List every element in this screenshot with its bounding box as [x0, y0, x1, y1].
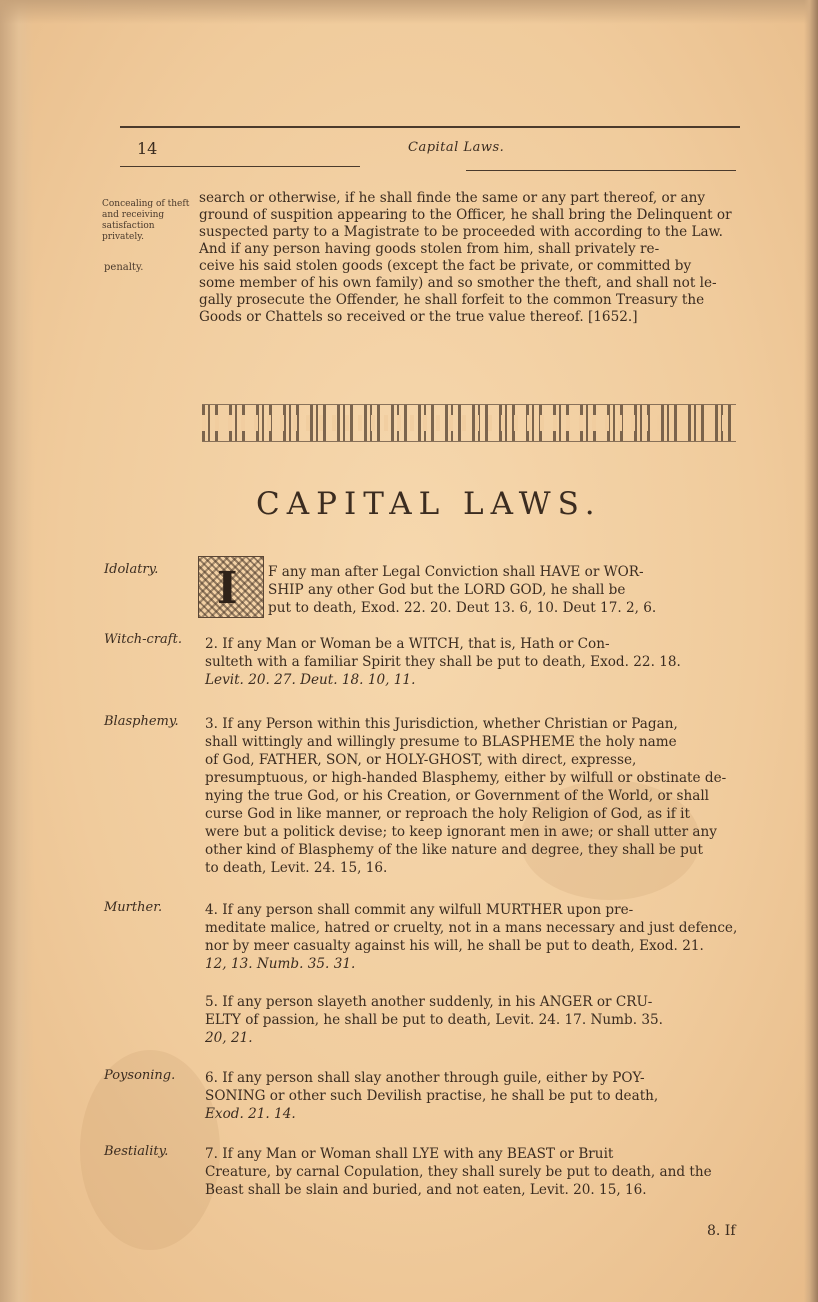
law-line: 6. If any person shall slay another through guile, either by POY- — [205, 1070, 645, 1086]
text-line: And if any person having goods stolen from him, shall privately re- — [199, 241, 660, 257]
law-line: nying the true God, or his Creation, or Government of the World, or shall — [205, 788, 710, 804]
text-line: ceive his said stolen goods (except the fact be private, or committed by — [199, 258, 692, 274]
law-line: meditate malice, hatred or cruelty, not in a mans necessary and just defence, — [205, 920, 738, 936]
header-rule-bottom-right — [466, 170, 736, 171]
law-line: 20, 21. — [205, 1030, 253, 1046]
law-line: other kind of Blasphemy of the like nature and degree, they shall be put — [205, 842, 703, 858]
law-line: 12, 13. Numb. 35. 31. — [205, 956, 356, 972]
dropcap-letter: I — [217, 563, 238, 614]
law-line: were but a politick devise; to keep ignorant men in awe; or shall utter any — [205, 824, 717, 840]
margin-heading-murther: Murther. — [104, 900, 163, 915]
page-number: 14 — [137, 139, 158, 158]
page-right-edge — [804, 0, 818, 1302]
margin-note-penalty: penalty. — [104, 262, 144, 273]
law-line: Creature, by carnal Copulation, they shall surely be put to death, and the — [205, 1164, 712, 1180]
catchword: 8. If — [707, 1223, 736, 1239]
text-line: search or otherwise, if he shall finde the same or any part thereof, or any — [199, 190, 706, 206]
ornament-pattern — [202, 415, 736, 431]
page-top-edge — [0, 0, 818, 24]
law-line: ELTY of passion, he shall be put to death, Levit. 24. 17. Numb. 35. — [205, 1012, 663, 1028]
law-line: SHIP any other God but the LORD GOD, he shall be — [268, 582, 626, 598]
ornamental-border — [202, 404, 736, 442]
text-line: ground of suspition appearing to the Officer, he shall bring the Delinquent or — [199, 207, 732, 223]
law-line: 2. If any Man or Woman be a WITCH, that is, Hath or Con- — [205, 636, 610, 652]
margin-note-concealing: Concealing of theft and receiving satisfaction privately. — [102, 199, 190, 242]
law-line: to death, Levit. 24. 15, 16. — [205, 860, 388, 876]
text-line: suspected party to a Magistrate to be proceeded with according to the Law. — [199, 224, 723, 240]
text-line: Goods or Chattels so received or the true value thereof. [1652.] — [199, 309, 638, 325]
margin-heading-blasphemy: Blasphemy. — [104, 714, 179, 729]
running-title: Capital Laws. — [408, 140, 505, 155]
section-title: CAPITAL LAWS. — [256, 486, 602, 522]
header-rule-bottom-left — [120, 166, 360, 167]
text-line: some member of his own family) and so smother the theft, and shall not le- — [199, 275, 717, 291]
decorated-initial — [198, 556, 264, 618]
margin-heading-bestiality: Bestiality. — [104, 1144, 169, 1159]
law-line: of God, FATHER, SON, or HOLY-GHOST, with direct, expresse, — [205, 752, 637, 768]
law-line: sulteth with a familiar Spirit they shall be put to death, Exod. 22. 18. — [205, 654, 681, 670]
law-line: Exod. 21. 14. — [205, 1106, 296, 1122]
law-line: 3. If any Person within this Jurisdiction, whether Christian or Pagan, — [205, 716, 678, 732]
law-line: curse God in like manner, or reproach the holy Religion of God, as if it — [205, 806, 690, 822]
law-line: 5. If any person slayeth another suddenly, in his ANGER or CRU- — [205, 994, 653, 1010]
law-line: presumptuous, or high-handed Blasphemy, either by wilfull or obstinate de- — [205, 770, 727, 786]
law-line: 7. If any Man or Woman shall LYE with any BEAST or Bruit — [205, 1146, 614, 1162]
law-line: F any man after Legal Conviction shall HAVE or WOR- — [268, 564, 644, 580]
law-line: Beast shall be slain and buried, and not eaten, Levit. 20. 15, 16. — [205, 1182, 647, 1198]
margin-heading-idolatry: Idolatry. — [104, 562, 159, 577]
law-line: shall wittingly and willingly presume to BLASPHEME the holy name — [205, 734, 677, 750]
margin-heading-poysoning: Poysoning. — [104, 1068, 176, 1083]
law-line: Levit. 20. 27. Deut. 18. 10, 11. — [205, 672, 416, 688]
text-line: gally prosecute the Offender, he shall forfeit to the common Treasury the — [199, 292, 705, 308]
law-line: SONING or other such Devilish practise, he shall be put to death, — [205, 1088, 659, 1104]
page-left-edge — [0, 0, 34, 1302]
header-rule-top — [120, 126, 740, 128]
law-line: nor by meer casualty against his will, he shall be put to death, Exod. 21. — [205, 938, 704, 954]
margin-heading-witchcraft: Witch-craft. — [104, 632, 182, 647]
law-line: 4. If any person shall commit any wilfull MURTHER upon pre- — [205, 902, 634, 918]
law-line: put to death, Exod. 22. 20. Deut 13. 6, 10. Deut 17. 2, 6. — [268, 600, 657, 616]
